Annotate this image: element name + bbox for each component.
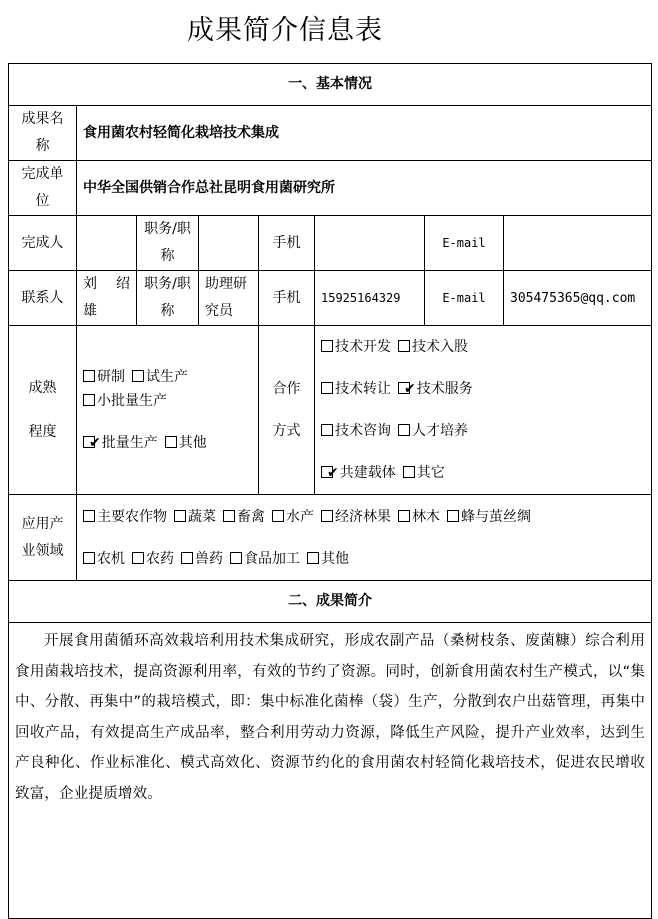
checkbox-option[interactable] bbox=[307, 551, 349, 567]
checkbox-icon[interactable] bbox=[132, 552, 144, 564]
checkbox-option[interactable] bbox=[223, 509, 265, 525]
checkbox-icon[interactable] bbox=[174, 510, 186, 522]
checkbox-label: 农机 bbox=[97, 550, 125, 567]
page-title: 成果简介信息表 bbox=[187, 15, 383, 46]
contact-title-label: 职务/职 称 bbox=[137, 271, 199, 326]
checkbox-option[interactable] bbox=[321, 465, 396, 481]
completer-email-label: E-mail bbox=[425, 216, 504, 271]
checkbox-icon[interactable] bbox=[307, 552, 319, 564]
contact-name: 刘 绍 雄 bbox=[77, 271, 137, 326]
checkbox-label: 其他 bbox=[178, 435, 207, 451]
checkbox-label: 小批量生产 bbox=[97, 393, 167, 409]
checkbox-icon[interactable] bbox=[321, 340, 333, 352]
contact-title-value: 助理研 究员 bbox=[199, 271, 259, 326]
checkbox-label: 农药 bbox=[146, 550, 174, 567]
checkbox-option[interactable] bbox=[83, 509, 167, 525]
checkbox-option[interactable] bbox=[398, 381, 473, 397]
checkbox-option[interactable] bbox=[83, 435, 158, 451]
checkbox-option[interactable] bbox=[321, 509, 391, 525]
checkbox-option[interactable] bbox=[321, 381, 391, 397]
checkbox-icon[interactable] bbox=[230, 552, 242, 564]
checkbox-option[interactable] bbox=[132, 551, 174, 567]
checkbox-option[interactable] bbox=[272, 509, 314, 525]
checkbox-icon[interactable] bbox=[132, 370, 144, 382]
completer-title-label: 职务/职 称 bbox=[137, 216, 199, 271]
checkbox-option[interactable] bbox=[398, 509, 440, 525]
checkbox-option[interactable] bbox=[83, 369, 125, 385]
checkbox-label: 试生产 bbox=[146, 369, 188, 385]
checkbox-icon[interactable] bbox=[398, 340, 410, 352]
checkbox-icon[interactable] bbox=[83, 370, 95, 382]
checkbox-label: 林木 bbox=[412, 508, 440, 525]
unit-label: 完成单 位 bbox=[9, 161, 77, 216]
checkbox-label: 人才培养 bbox=[412, 423, 468, 439]
checkbox-label: 共建载体 bbox=[339, 465, 396, 481]
maturity-label: 成熟 程度 bbox=[9, 326, 77, 495]
checkbox-option[interactable] bbox=[321, 339, 391, 355]
checkbox-label: 其它 bbox=[416, 465, 445, 481]
checkbox-icon[interactable] bbox=[272, 510, 284, 522]
checkbox-label: 技术开发 bbox=[335, 339, 391, 355]
completer-value bbox=[77, 216, 137, 271]
industry-options bbox=[77, 495, 652, 581]
checkbox-icon[interactable] bbox=[398, 510, 410, 522]
industry-label: 应用产 业领域 bbox=[9, 495, 77, 581]
checkbox-icon[interactable] bbox=[181, 552, 193, 564]
contact-phone-value: 15925164329 bbox=[315, 271, 425, 326]
checkbox-label: 技术咨询 bbox=[335, 423, 391, 439]
section-summary: 二、成果简介 bbox=[9, 581, 652, 623]
checkbox-option[interactable] bbox=[174, 509, 216, 525]
completer-phone-value bbox=[315, 216, 425, 271]
cooperation-label: 合作 方式 bbox=[259, 326, 315, 495]
checkbox-icon[interactable] bbox=[83, 552, 95, 564]
checkbox-icon[interactable] bbox=[321, 382, 333, 394]
checkbox-option[interactable] bbox=[403, 465, 445, 481]
checkbox-label: 主要农作物 bbox=[97, 508, 167, 525]
contact-label: 联系人 bbox=[9, 271, 77, 326]
checkbox-icon[interactable] bbox=[403, 466, 415, 478]
checkbox-option[interactable] bbox=[132, 369, 188, 385]
checkbox-option[interactable] bbox=[83, 393, 167, 409]
contact-phone-label: 手机 bbox=[259, 271, 315, 326]
checkbox-label: 兽药 bbox=[195, 550, 223, 567]
contact-email-value: 305475365@qq.com bbox=[504, 271, 652, 326]
completer-label: 完成人 bbox=[9, 216, 77, 271]
completer-title-value bbox=[199, 216, 259, 271]
checkbox-label: 其他 bbox=[321, 550, 349, 567]
checkbox-label: 技术入股 bbox=[412, 339, 468, 355]
achievement-name-label: 成果名称 bbox=[9, 106, 77, 161]
checkbox-label: 蔬菜 bbox=[188, 508, 216, 525]
section-basic-info: 一、基本情况 bbox=[9, 64, 652, 106]
checkbox-option[interactable] bbox=[230, 551, 300, 567]
checkmark-icon: ✔ bbox=[327, 465, 339, 481]
checkbox-icon[interactable] bbox=[83, 510, 95, 522]
checkbox-label: 研制 bbox=[97, 369, 125, 385]
info-table bbox=[8, 63, 652, 919]
checkbox-option[interactable] bbox=[398, 423, 468, 439]
unit-value: 中华全国供销合作总社昆明食用菌研究所 bbox=[77, 161, 652, 216]
summary-text: 开展食用菌循环高效栽培利用技术集成研究，形成农副产品（桑树枝条、废菌糠）综合利用食用菌栽培技术，提高资源利用率，有效的节约了资源。同时，创新食用菌农村生产模式，以“集中、分散、再集中”的栽培模式，即：集中标准化菌棒（袋）生产，分散到农户出菇管理，再集中回收产品，有效提高生产成品率，整合利用劳动力资源，降低生产风险，提升产业效率，达到生产良种化、作业标准化、模式高效化、资源节约化的食用菌农村轻简化栽培技术，促进农民增收致富，企业提质增效。 bbox=[9, 623, 652, 919]
checkbox-icon[interactable] bbox=[165, 436, 177, 448]
checkbox-label: 食品加工 bbox=[244, 550, 300, 567]
contact-email-label: E-mail bbox=[425, 271, 504, 326]
checkbox-label: 蜂与茧丝绸 bbox=[461, 508, 531, 525]
checkbox-label: 技术服务 bbox=[416, 381, 473, 397]
checkbox-icon[interactable] bbox=[223, 510, 235, 522]
maturity-options bbox=[77, 326, 259, 495]
checkbox-icon[interactable] bbox=[83, 394, 95, 406]
checkbox-icon[interactable] bbox=[321, 510, 333, 522]
checkbox-label: 技术转让 bbox=[335, 381, 391, 397]
checkbox-icon[interactable] bbox=[321, 424, 333, 436]
checkbox-option[interactable] bbox=[398, 339, 468, 355]
checkmark-icon: ✔ bbox=[89, 435, 101, 451]
checkbox-option[interactable] bbox=[165, 435, 207, 451]
checkbox-option[interactable] bbox=[83, 551, 125, 567]
checkbox-label: 畜禽 bbox=[237, 508, 265, 525]
completer-phone-label: 手机 bbox=[259, 216, 315, 271]
checkbox-option[interactable] bbox=[321, 423, 391, 439]
achievement-name-value: 食用菌农村轻简化栽培技术集成 bbox=[77, 106, 652, 161]
checkbox-label: 批量生产 bbox=[101, 435, 158, 451]
completer-email-value bbox=[504, 216, 652, 271]
checkbox-option[interactable] bbox=[447, 509, 531, 525]
checkbox-label: 经济林果 bbox=[335, 508, 391, 525]
checkbox-label: 水产 bbox=[286, 508, 314, 525]
checkbox-icon[interactable] bbox=[398, 424, 410, 436]
checkmark-icon: ✔ bbox=[404, 381, 416, 397]
checkbox-option[interactable] bbox=[181, 551, 223, 567]
checkbox-icon[interactable] bbox=[447, 510, 459, 522]
cooperation-options bbox=[315, 326, 652, 495]
